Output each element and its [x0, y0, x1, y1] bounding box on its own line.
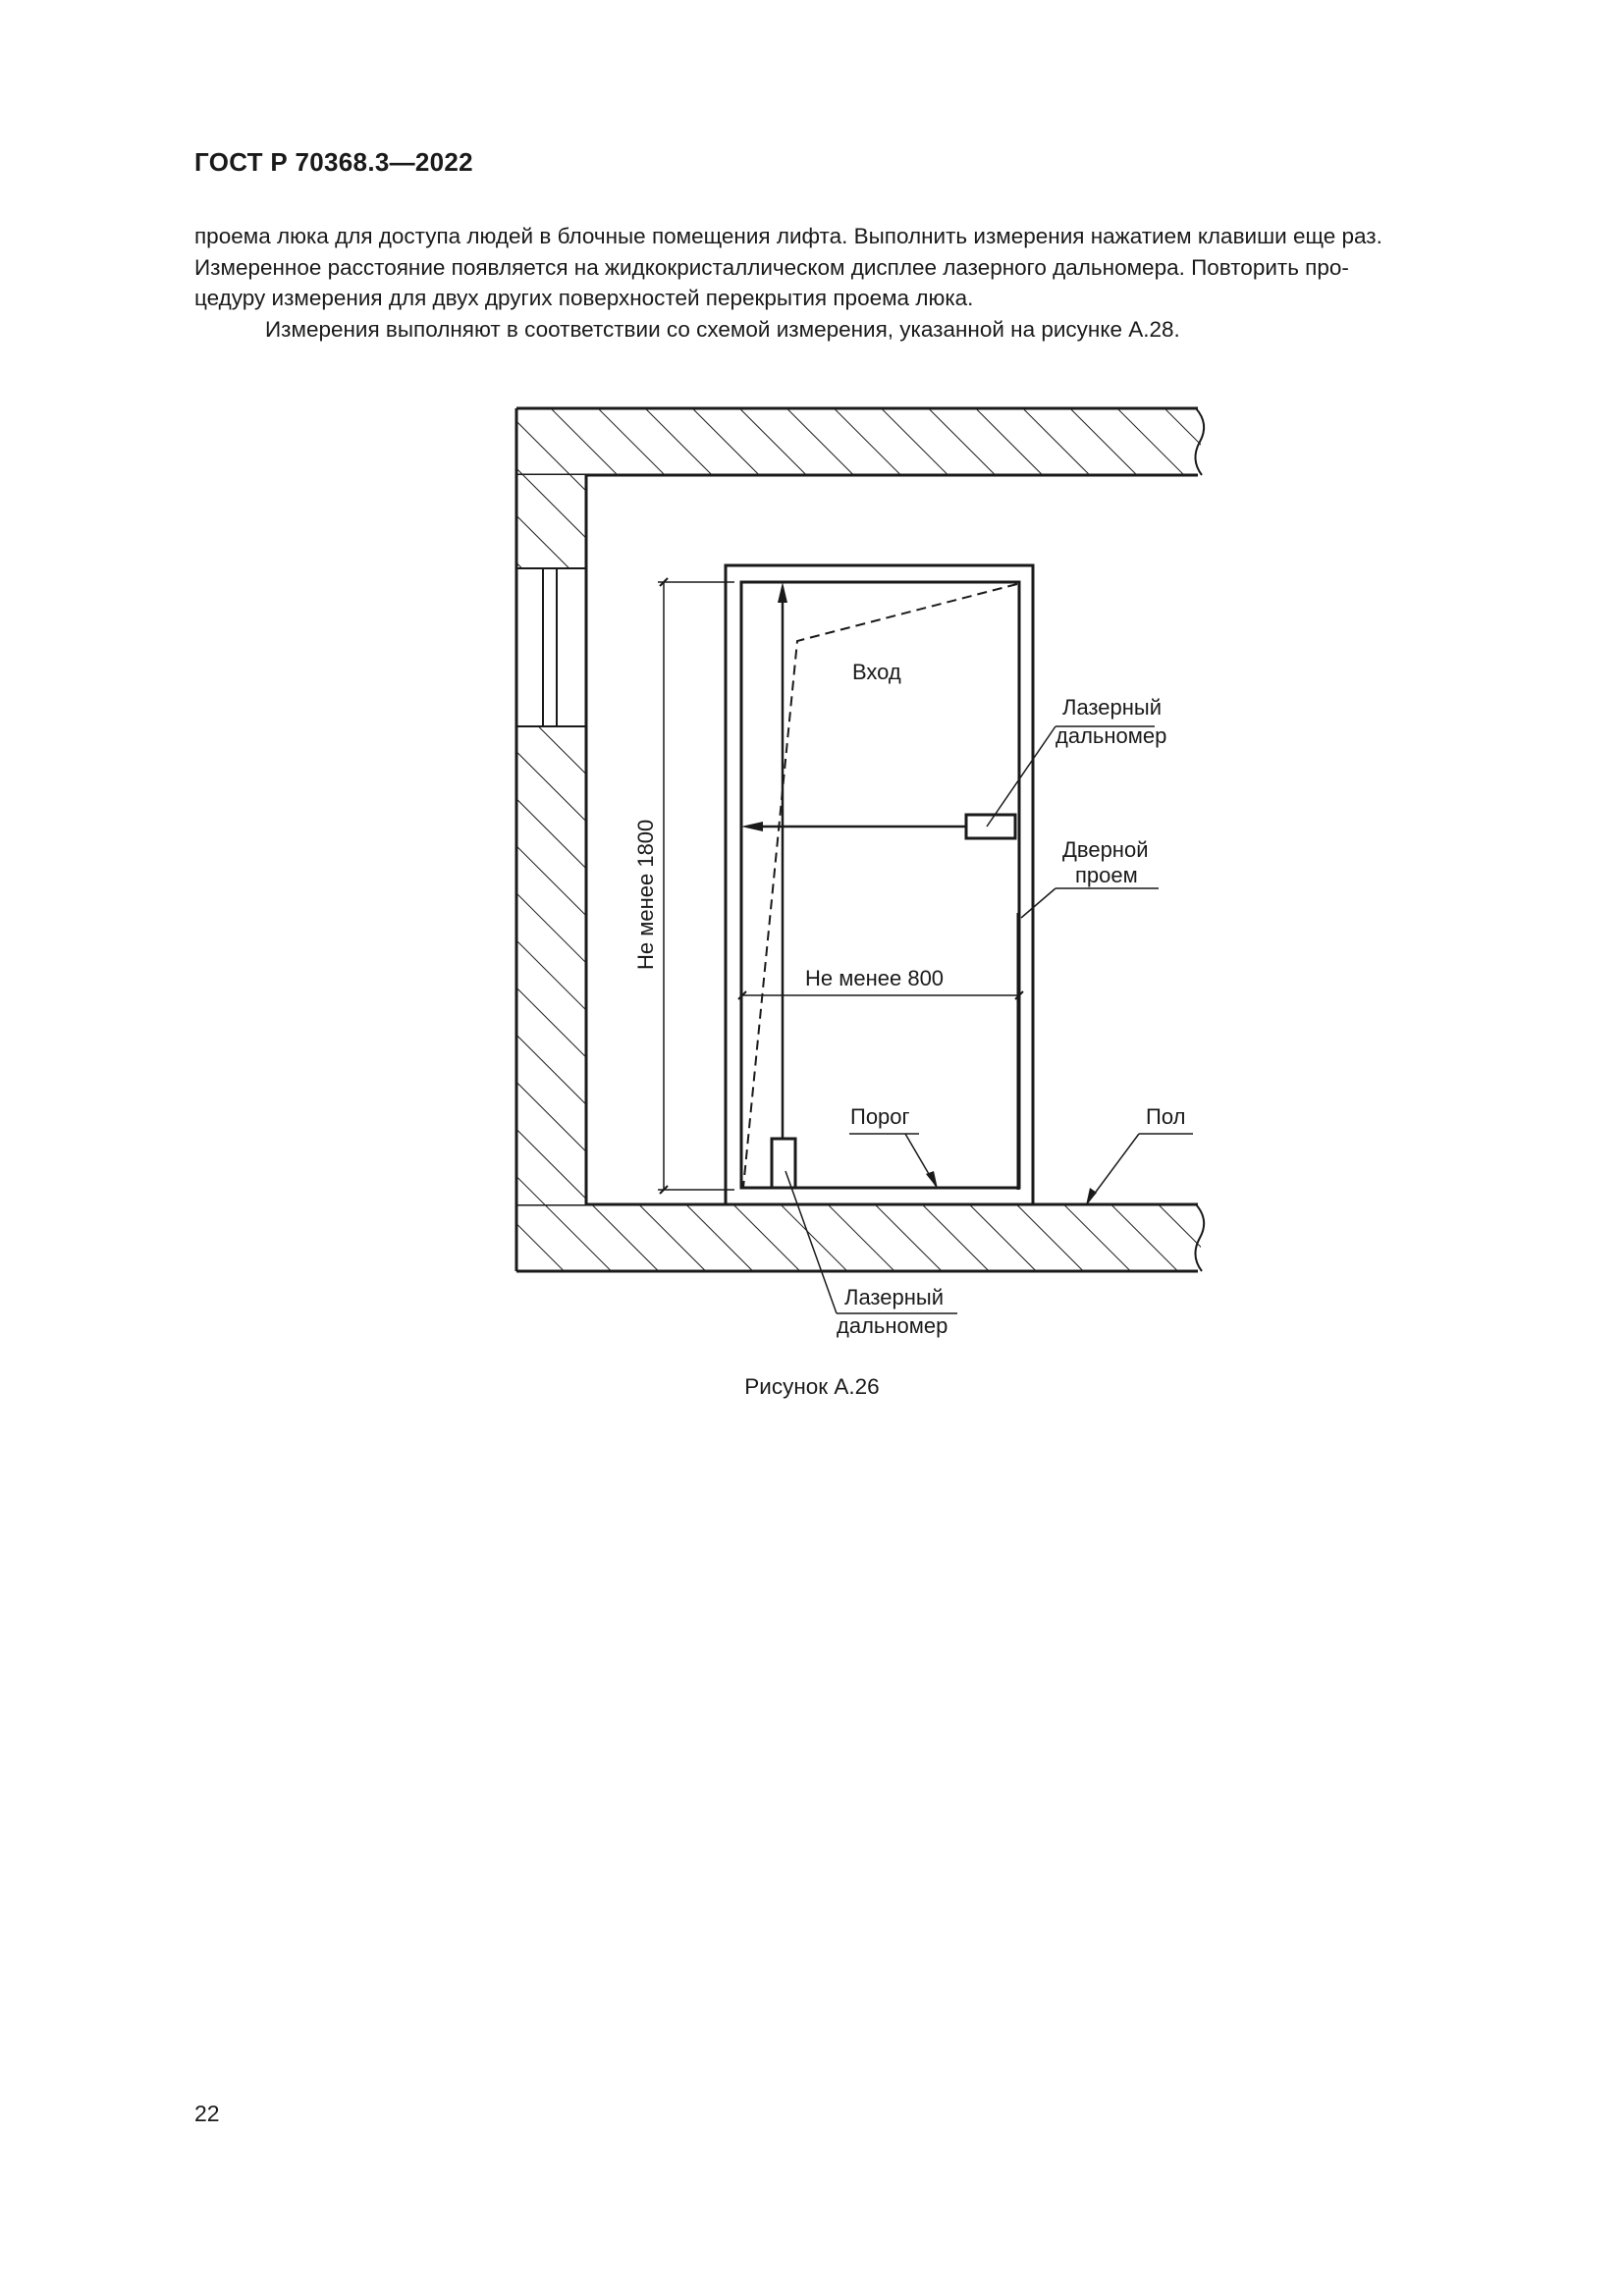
label-rangefinder-bottom: Лазерный: [844, 1285, 944, 1309]
paragraph-line: проема люка для доступа людей в блочные помещения лифта. Выполнить измерения нажатием клавиши еще раз.: [194, 224, 1382, 248]
paragraph-line: цедуру измерения для двух других поверхностей перекрытия проема люка.: [194, 286, 974, 310]
horizontal-laser-beam: [741, 822, 967, 831]
document-header: ГОСТ Р 70368.3—2022: [194, 147, 473, 177]
rangefinder-side: [966, 815, 1015, 838]
label-threshold: Порог: [850, 1104, 910, 1129]
label-entrance: Вход: [852, 660, 901, 684]
label-height: Не менее 1800: [633, 819, 658, 970]
page-number: 22: [194, 2101, 220, 2126]
figure-caption: Рисунок А.26: [744, 1374, 880, 1399]
label-door-opening: проем: [1075, 863, 1138, 887]
ceiling-slab: [516, 408, 1204, 475]
left-wall: [516, 475, 586, 1204]
height-dimension: [658, 578, 734, 1194]
label-rangefinder-bottom: дальномер: [837, 1313, 948, 1338]
label-floor: Пол: [1146, 1104, 1186, 1129]
width-dimension: [738, 991, 1023, 999]
rangefinder-bottom: [772, 1139, 795, 1188]
label-rangefinder-top: Лазерный: [1062, 695, 1162, 720]
vertical-laser-beam: [778, 582, 787, 1139]
label-width: Не менее 800: [805, 966, 945, 990]
paragraph-line: Измеренное расстояние появляется на жидкокристаллическом дисплее лазерного дальномера. Повторить про-: [194, 254, 1349, 280]
label-door-opening: Дверной: [1062, 837, 1149, 862]
floor-slab: [516, 1204, 1204, 1271]
paragraph-2: Измерения выполняют в соответствии со схемой измерения, указанной на рисунке А.28.: [265, 316, 1180, 342]
label-rangefinder-top: дальномер: [1056, 723, 1167, 748]
